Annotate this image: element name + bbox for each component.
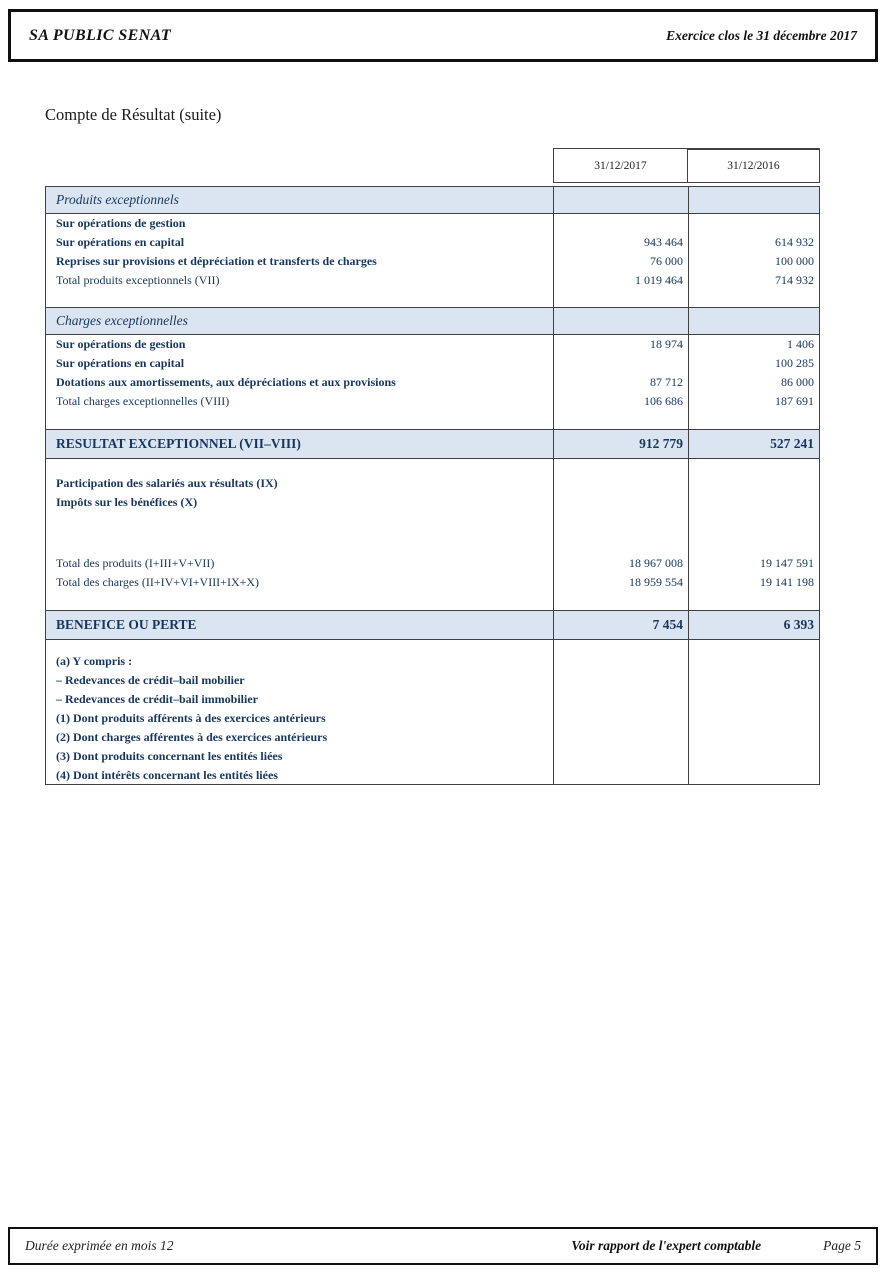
- page-footer: [8, 1227, 878, 1265]
- value-2016: [688, 747, 820, 766]
- row-label: Participation des salariés aux résultats (IX): [45, 474, 553, 493]
- row-label: Reprises sur provisions et dépréciation et transferts de charges: [45, 252, 553, 271]
- row-label: Sur opérations en capital: [45, 233, 553, 252]
- row-label: (2) Dont charges afférentes à des exercices antérieurs: [45, 728, 553, 747]
- value-2017: [553, 308, 688, 334]
- duration-note: Durée exprimée en mois 12: [25, 1238, 174, 1253]
- page-number: Page 5: [823, 1238, 861, 1253]
- value-2017: [553, 459, 688, 474]
- row-label: Sur opérations de gestion: [45, 335, 553, 354]
- row-label: Impôts sur les bénéfices (X): [45, 493, 553, 512]
- value-2017: [553, 766, 688, 785]
- row-label: [45, 411, 553, 429]
- table-row: [45, 554, 820, 573]
- value-2017: [553, 512, 688, 554]
- value-2016: [688, 411, 820, 429]
- column-headers-spacer: [45, 148, 553, 183]
- row-label: RESULTAT EXCEPTIONNEL (VII–VIII): [45, 430, 553, 458]
- value-2017: [553, 354, 688, 373]
- value-2016: 187 691: [688, 392, 820, 411]
- value-2016: 19 141 198: [688, 573, 820, 592]
- value-2017: 76 000: [553, 252, 688, 271]
- row-label: Charges exceptionnelles: [45, 308, 553, 334]
- row-label: Sur opérations de gestion: [45, 214, 553, 233]
- value-2016: 714 932: [688, 271, 820, 290]
- table-row: [45, 474, 820, 493]
- table-row: [45, 271, 820, 290]
- table-row: [45, 252, 820, 271]
- table-row: [45, 392, 820, 411]
- value-2017: [553, 493, 688, 512]
- table-row: [45, 709, 820, 728]
- table-row: [45, 728, 820, 747]
- table-row: [45, 233, 820, 252]
- row-label: Sur opérations en capital: [45, 354, 553, 373]
- row-label: Total des charges (II+IV+VI+VIII+IX+X): [45, 573, 553, 592]
- value-2017: 7 454: [553, 611, 688, 639]
- value-2016: [688, 640, 820, 652]
- value-2016: [688, 474, 820, 493]
- value-2016: [688, 592, 820, 610]
- value-2016: 19 147 591: [688, 554, 820, 573]
- value-2016: [688, 459, 820, 474]
- value-2016: [688, 512, 820, 554]
- value-2016: [688, 766, 820, 785]
- value-2017: [553, 411, 688, 429]
- table-body: [45, 186, 820, 785]
- value-2016: [688, 728, 820, 747]
- company-name: SA PUBLIC SENAT: [29, 26, 172, 44]
- row-label: [45, 592, 553, 610]
- value-2016: 100 285: [688, 354, 820, 373]
- income-statement-table: [45, 148, 820, 785]
- value-2016: 100 000: [688, 252, 820, 271]
- spacer-row: [45, 640, 820, 652]
- total-row: [45, 610, 820, 640]
- table-row: [45, 214, 820, 233]
- value-2016: 527 241: [688, 430, 820, 458]
- value-2017: 87 712: [553, 373, 688, 392]
- value-2016: [688, 187, 820, 213]
- expert-report-note: Voir rapport de l'expert comptable: [571, 1238, 762, 1253]
- value-2017: 1 019 464: [553, 271, 688, 290]
- row-label: Total produits exceptionnels (VII): [45, 271, 553, 290]
- value-2016: 6 393: [688, 611, 820, 639]
- fiscal-period-label: Exercice clos le 31 décembre 2017: [666, 27, 857, 43]
- section-header-row: [45, 307, 820, 335]
- row-label: – Redevances de crédit–bail mobilier: [45, 671, 553, 690]
- spacer-row: [45, 290, 820, 307]
- row-label: Produits exceptionnels: [45, 187, 553, 213]
- column-header-2016: 31/12/2016: [688, 148, 820, 183]
- spacer-row: [45, 512, 820, 554]
- table-row: [45, 652, 820, 671]
- spacer-row: [45, 459, 820, 474]
- value-2016: 86 000: [688, 373, 820, 392]
- spacer-row: [45, 411, 820, 429]
- value-2016: [688, 290, 820, 307]
- value-2017: [553, 709, 688, 728]
- value-2016: 614 932: [688, 233, 820, 252]
- section-header-row: [45, 186, 820, 214]
- value-2016: [688, 308, 820, 334]
- row-label: (1) Dont produits afférents à des exercices antérieurs: [45, 709, 553, 728]
- table-row: [45, 766, 820, 785]
- value-2017: [553, 747, 688, 766]
- row-label: [45, 640, 553, 652]
- value-2017: 943 464: [553, 233, 688, 252]
- column-headers-row: [45, 148, 820, 183]
- value-2017: [553, 187, 688, 213]
- value-2016: [688, 709, 820, 728]
- value-2017: 18 959 554: [553, 573, 688, 592]
- row-label: Dotations aux amortissements, aux dépréciations et aux provisions: [45, 373, 553, 392]
- row-label: Total charges exceptionnelles (VIII): [45, 392, 553, 411]
- table-row: [45, 373, 820, 392]
- value-2016: [688, 214, 820, 233]
- column-header-2017: 31/12/2017: [553, 148, 688, 183]
- row-label: [45, 459, 553, 474]
- value-2016: [688, 493, 820, 512]
- value-2017: 18 967 008: [553, 554, 688, 573]
- table-row: [45, 747, 820, 766]
- value-2017: [553, 640, 688, 652]
- spacer-row: [45, 592, 820, 610]
- value-2017: [553, 214, 688, 233]
- value-2017: [553, 474, 688, 493]
- value-2017: 912 779: [553, 430, 688, 458]
- value-2016: [688, 652, 820, 671]
- page-header: [8, 9, 878, 62]
- row-label: – Redevances de crédit–bail immobilier: [45, 690, 553, 709]
- row-label: (a) Y compris :: [45, 652, 553, 671]
- table-row: [45, 573, 820, 592]
- table-row: [45, 354, 820, 373]
- value-2016: [688, 690, 820, 709]
- row-label: [45, 290, 553, 307]
- row-label: [45, 512, 553, 554]
- value-2017: [553, 728, 688, 747]
- row-label: BENEFICE OU PERTE: [45, 611, 553, 639]
- value-2017: 106 686: [553, 392, 688, 411]
- table-row: [45, 335, 820, 354]
- row-label: (3) Dont produits concernant les entités liées: [45, 747, 553, 766]
- value-2017: [553, 671, 688, 690]
- table-row: [45, 671, 820, 690]
- total-row: [45, 429, 820, 459]
- value-2017: [553, 652, 688, 671]
- row-label: (4) Dont intérêts concernant les entités liées: [45, 766, 553, 785]
- table-row: [45, 493, 820, 512]
- row-label: Total des produits (I+III+V+VII): [45, 554, 553, 573]
- value-2017: [553, 690, 688, 709]
- value-2017: [553, 592, 688, 610]
- value-2017: 18 974: [553, 335, 688, 354]
- value-2016: [688, 671, 820, 690]
- table-row: [45, 690, 820, 709]
- value-2017: [553, 290, 688, 307]
- page-title: Compte de Résultat (suite): [45, 105, 222, 124]
- value-2016: 1 406: [688, 335, 820, 354]
